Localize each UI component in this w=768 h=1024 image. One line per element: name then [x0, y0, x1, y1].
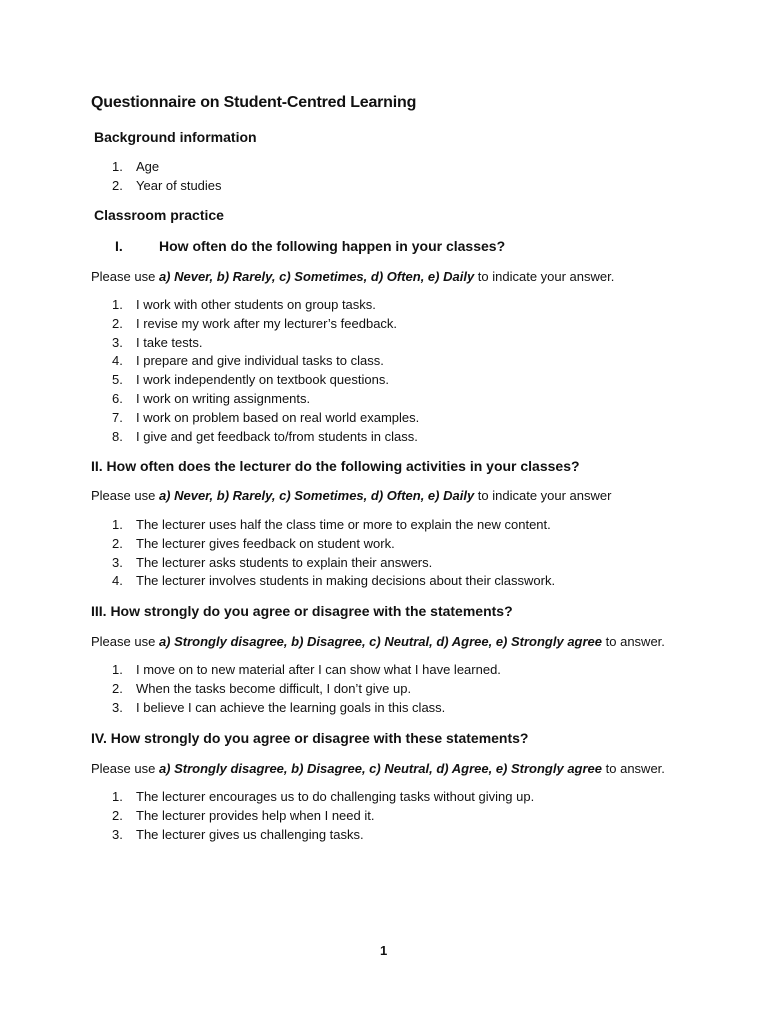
background-list	[0, 158, 222, 196]
section2-instruction: Please use a) Never, b) Rarely, c) Sometimes, d) Often, e) Daily to indicate your answer	[91, 488, 612, 503]
classroom-heading: Classroom practice	[94, 207, 224, 223]
list-item: 1. Age	[112, 159, 160, 174]
list-item: 2. The lecturer gives feedback on student work.	[112, 535, 395, 551]
list-item: 5. I work independently on textbook questions.	[112, 372, 389, 388]
section4-heading: IV. How strongly do you agree or disagree with these statements?	[91, 730, 529, 746]
list-item: 2. When the tasks become difficult, I don’t give up.	[112, 680, 412, 696]
list-item: 1. I move on to new material after I can show what I have learned.	[112, 662, 501, 677]
section3-heading: III. How strongly do you agree or disagree with the statements?	[91, 603, 513, 619]
page-number: 1	[380, 943, 388, 958]
list-item: 3. I take tests.	[112, 334, 203, 350]
section4-list	[0, 788, 534, 844]
section4-instruction: Please use a) Strongly disagree, b) Disagree, c) Neutral, d) Agree, e) Strongly agree to answer.	[91, 761, 665, 776]
section1-list	[0, 296, 419, 446]
list-item: 3. I believe I can achieve the learning goals in this class.	[112, 699, 446, 715]
page-title: Questionnaire on Student-Centred Learning	[91, 94, 417, 111]
section2-list	[0, 516, 555, 591]
section3-instruction: Please use a) Strongly disagree, b) Disagree, c) Neutral, d) Agree, e) Strongly agree to answer.	[91, 634, 665, 649]
background-heading: Background information	[94, 129, 257, 145]
list-item: 1. The lecturer uses half the class time or more to explain the new content.	[112, 517, 551, 532]
list-item: 1. I work with other students on group tasks.	[112, 297, 376, 312]
list-item: 7. I work on problem based on real world examples.	[112, 409, 420, 425]
list-item: 6. I work on writing assignments.	[112, 390, 311, 406]
list-item: 8. I give and get feedback to/from students in class.	[112, 428, 418, 444]
list-item: 4. I prepare and give individual tasks to class.	[112, 353, 384, 369]
list-item: 2. Year of studies	[112, 177, 222, 193]
list-item: 4. The lecturer involves students in making decisions about their classwork.	[112, 573, 556, 589]
list-item: 3. The lecturer asks students to explain their answers.	[112, 554, 433, 570]
section2-heading: II. How often does the lecturer do the following activities in your classes?	[91, 458, 580, 474]
section1-numeral: I.	[115, 238, 123, 254]
section1-instruction: Please use a) Never, b) Rarely, c) Sometimes, d) Often, e) Daily to indicate your answer.	[91, 269, 615, 284]
list-item: 1. The lecturer encourages us to do challenging tasks without giving up.	[112, 789, 535, 804]
section1-question: How often do the following happen in your classes?	[159, 238, 506, 254]
section1-heading	[91, 238, 505, 254]
section3-list	[0, 661, 501, 717]
list-item: 2. I revise my work after my lecturer’s feedback.	[112, 315, 398, 331]
list-item: 3. The lecturer gives us challenging tasks.	[112, 826, 364, 842]
list-item: 2. The lecturer provides help when I need it.	[112, 807, 375, 823]
